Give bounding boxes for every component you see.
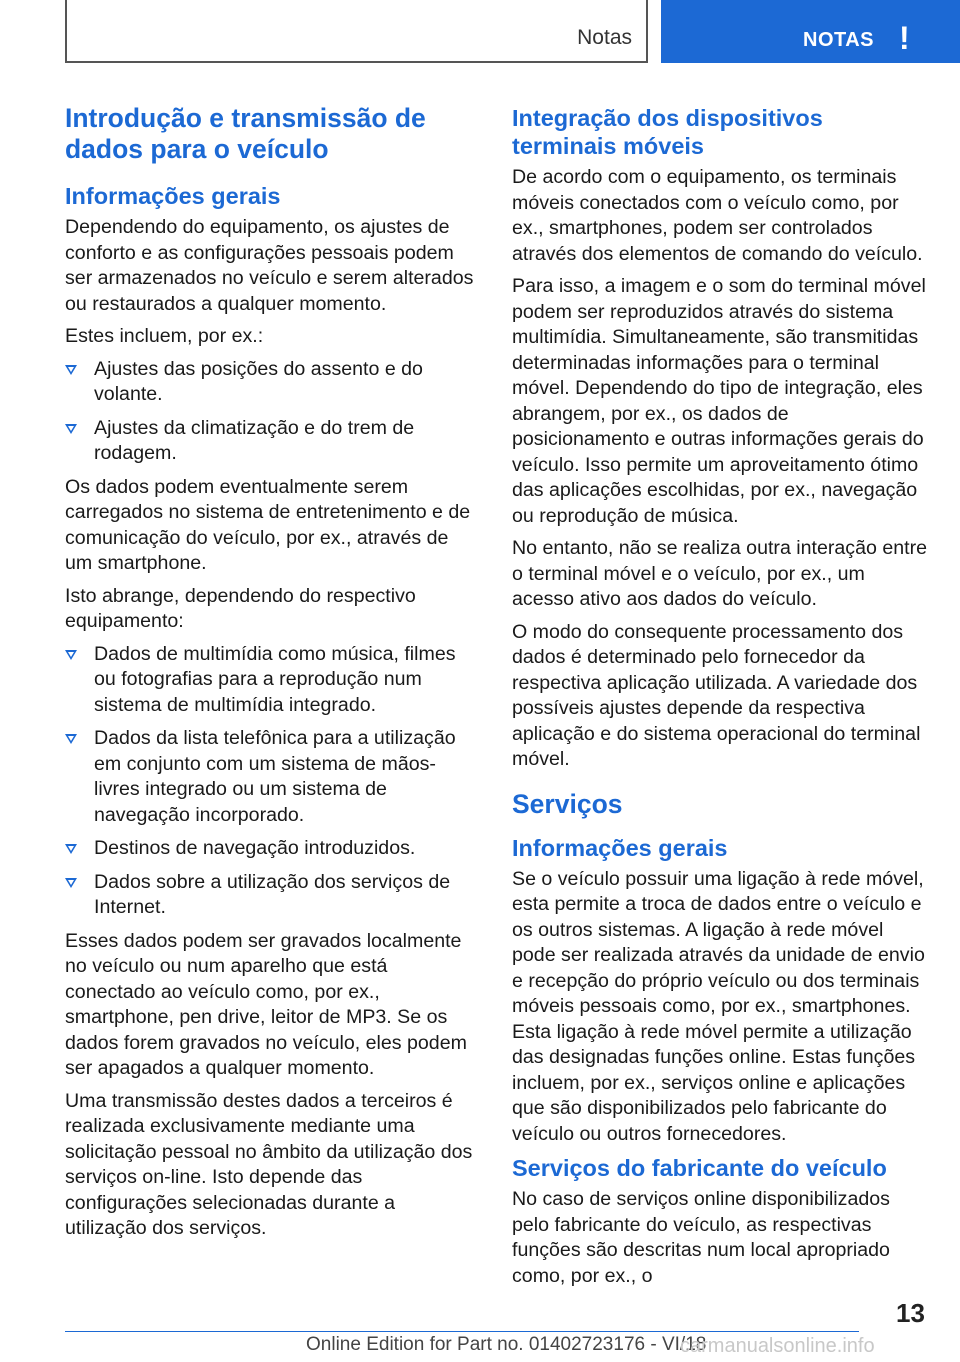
list-item-text: Ajustes da climatização e do trem de rodagem.	[94, 416, 415, 464]
paragraph: Dependendo do equipamento, os ajustes de conforto e as configurações pessoais podem ser armazenados no veículo e serem alterados ou restaurados a qualquer momento.	[65, 216, 474, 315]
paragraph: Esses dados podem ser gravados localmente no veículo ou num aparelho que está conectado ao veículo como, por ex., smartphone, pen drive, leitor de MP3. Se os dados forem gravados no veículo, eles podem ser apagados a qualquer momento.	[65, 929, 467, 1079]
list-item-text: Ajustes das posições do assento e do volante.	[94, 357, 423, 405]
list-item-text: Destinos de navegação introduzidos.	[94, 837, 416, 859]
page-number: 13	[896, 1298, 925, 1328]
paragraph: No entanto, não se realiza outra interação entre o terminal móvel e o veículo, por ex., um acesso ativo aos dados do veículo.	[512, 537, 927, 610]
list-item	[65, 642, 479, 719]
right-column	[512, 100, 930, 1296]
triangle-bullet-icon	[65, 878, 77, 888]
triangle-bullet-icon	[65, 365, 77, 375]
header-tab-label: NOTAS	[803, 29, 875, 51]
bullet-list	[65, 642, 479, 921]
paragraph: Se o veículo possuir uma ligação à rede móvel, esta permite a troca de dados entre o veículo e os outros sistemas. A ligação à rede móvel pode ser realizada através da unidade de envio e recepção do próprio veículo ou dos terminais móveis pessoais como, por ex., smartphones. Esta ligação à rede móvel permite a utilização das designadas funções online. Estas funções incluem, por ex., serviços online e aplicações que são disponibilizados pelo fabricante do veículo ou outros fornecedores.	[512, 867, 925, 1145]
paragraph: Isto abrange, dependendo do respectivo equipamento:	[65, 584, 416, 632]
triangle-bullet-icon	[65, 734, 77, 744]
header-section-label: Notas	[577, 26, 632, 49]
bullet-list	[65, 357, 479, 467]
paragraph: De acordo com o equipamento, os terminais móveis conectados com o veículo como, por ex., smartphones, podem ser controlados através dos elementos de comando do veículo.	[512, 166, 923, 265]
left-column	[65, 100, 479, 1249]
list-item	[65, 726, 479, 828]
header-section-box	[65, 0, 648, 63]
list-item	[65, 836, 479, 862]
paragraph: Estes incluem, por ex.:	[65, 325, 264, 347]
header-tab	[661, 0, 960, 63]
paragraph: Uma transmissão destes dados a terceiros é realizada exclusivamente mediante uma solicitação pessoal no âmbito da utilização dos serviços on-line. Isto depende das configurações selecionadas durante a utilização dos serviços.	[65, 1089, 473, 1239]
section-title: Serviços	[512, 788, 623, 819]
section-title: Introdução e transmissão de dados para o veículo	[65, 103, 426, 164]
list-item	[65, 357, 479, 408]
subsection-title: Informações gerais	[512, 834, 728, 861]
paragraph: No caso de serviços online disponibilizados pelo fabricante do veículo, as respectivas funções são descritas num local apropriado como, por ex., o	[512, 1188, 890, 1287]
subsection-title: Integração dos dispositivos terminais móveis	[512, 105, 823, 159]
triangle-bullet-icon	[65, 844, 77, 854]
list-item-text: Dados sobre a utilização dos serviços de Internet.	[94, 870, 451, 918]
list-item-text: Dados da lista telefônica para a utilização em conjunto com um sistema de mãos-livres integrado ou um sistema de navegação incorporado.	[94, 727, 456, 826]
footer-edition-text: Online Edition for Part no. 01402723176 - VI/18	[306, 1334, 707, 1355]
footer-divider	[65, 1331, 859, 1332]
exclamation-icon: !	[899, 20, 910, 56]
paragraph: Para isso, a imagem e o som do terminal móvel podem ser reproduzidos através do sistema multimídia. Simultaneamente, são transmitidas determinadas informações para o terminal móvel. Dependendo do tipo de integração, eles abrangem, por ex., os dados de posicionamento e outras informações gerais do veículo. Isso permite um aproveitamento ótimo das aplicações escolhidas, por ex., navegação ou reprodução de música.	[512, 275, 926, 527]
subsection-title: Serviços do fabricante do veículo	[512, 1155, 887, 1181]
triangle-bullet-icon	[65, 424, 77, 434]
list-item	[65, 870, 479, 921]
list-item	[65, 416, 479, 467]
paragraph: Os dados podem eventualmente serem carregados no sistema de entretenimento e de comunicação do veículo, por ex., através de um smartphone.	[65, 475, 471, 574]
list-item-text: Dados de multimídia como música, filmes ou fotografias para a reprodução num sistema de multimídia integrado.	[94, 642, 456, 716]
subsection-title: Informações gerais	[65, 183, 281, 209]
triangle-bullet-icon	[65, 650, 77, 660]
footer-watermark: carmanualsonline.info	[680, 1335, 875, 1357]
paragraph: O modo do consequente processamento dos dados é determinado pelo fornecedor da respectiva aplicação utilizada. A variedade dos possíveis ajustes depende da respectiva aplicação e do sistema operacional do terminal móvel.	[512, 620, 921, 770]
